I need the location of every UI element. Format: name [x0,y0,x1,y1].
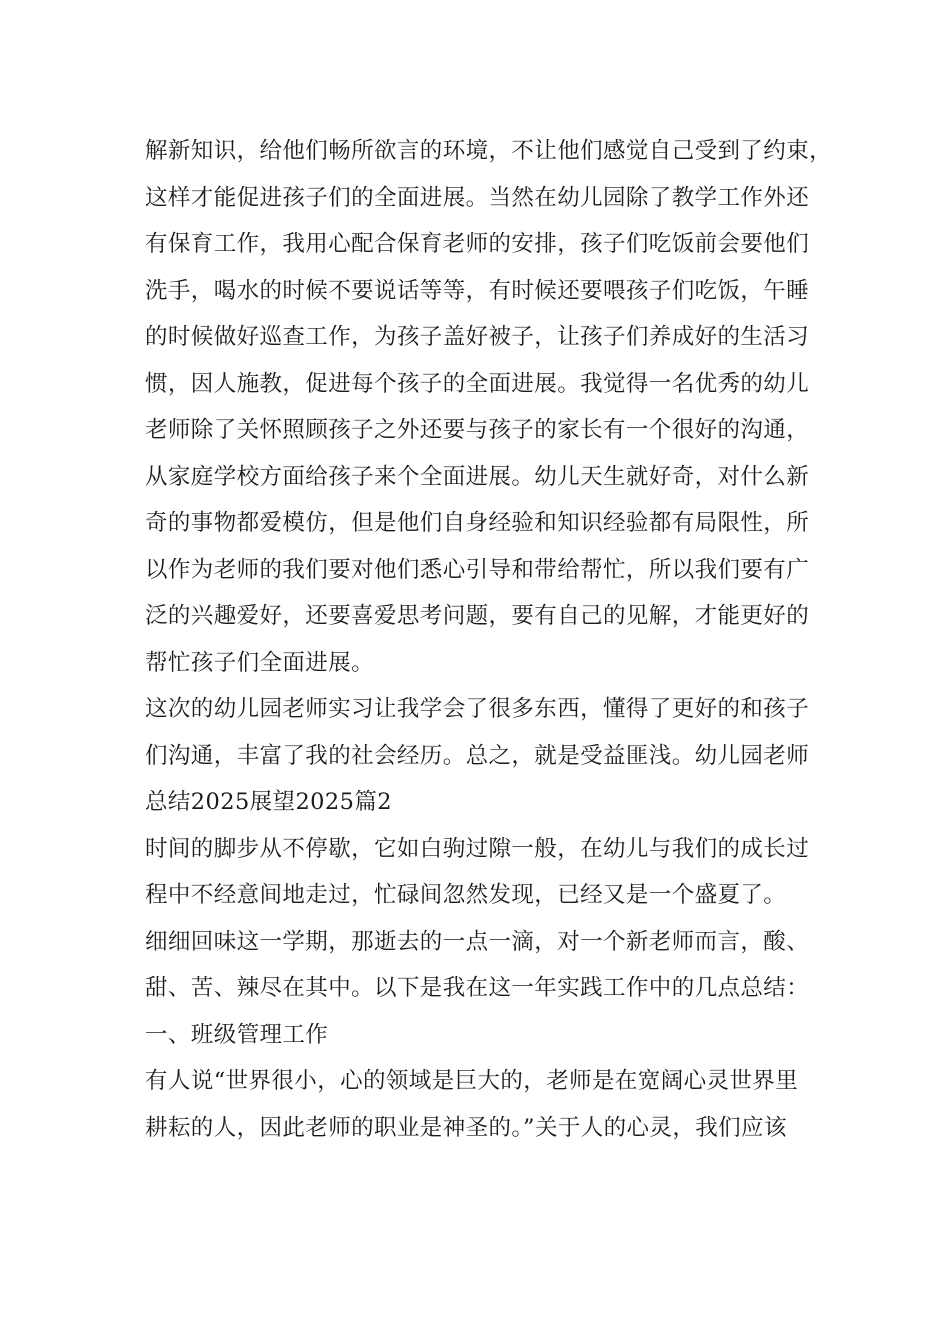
text-line: 有保育工作，我用心配合保育老师的安排，孩子们吃饭前会要他们 [145,231,810,257]
text-line: 惯，因人施教，促进每个孩子的全面进展。我觉得一名优秀的幼儿 [145,370,810,397]
section-heading: 一、班级管理工作 [145,1021,329,1048]
text-line: 以作为老师的我们要对他们悉心引导和带给帮忙，所以我们要有广 [145,556,810,583]
text-line: 老师除了关怀照顾孩子之外还要与孩子的家长有一个很好的沟通， [145,417,810,443]
text-line: 的时候做好巡查工作，为孩子盖好被子，让孩子们养成好的生活习 [145,324,810,350]
text-line: 奇的事物都爱模仿，但是他们自身经验和知识经验都有局限性，所 [145,510,810,536]
text-line: 总结2025展望2025篇2 [145,789,392,815]
text-line: 解新知识，给他们畅所欲言的环境，不让他们感觉自己受到了约束， [145,138,833,164]
text-line: 泛的兴趣爱好，还要喜爱思考问题，要有自己的见解，才能更好的 [145,603,810,629]
text-line: 程中不经意间地走过，忙碌间忽然发现，已经又是一个盛夏了。 [145,882,787,908]
text-line: 细细回味这一学期，那逝去的一点一滴，对一个新老师而言，酸、 [145,928,810,955]
text-line: 这样才能促进孩子们的全面进展。当然在幼儿园除了教学工作外还 [145,184,810,211]
text-line: 帮忙孩子们全面进展。 [145,649,375,676]
document-body [145,128,833,1151]
text-line: 们沟通，丰富了我的社会经历。总之，就是受益匪浅。幼儿园老师 [145,742,810,769]
text-line: 耕耘的人，因此老师的职业是神圣的。”关于人的心灵，我们应该 [145,1114,787,1141]
text-line: 这次的幼儿园老师实习让我学会了很多东西，懂得了更好的和孩子 [145,696,810,722]
text-line: 时间的脚步从不停歇，它如白驹过隙一般，在幼儿与我们的成长过 [145,835,810,862]
text-line: 有人说“世界很小，心的领域是巨大的，老师是在宽阔心灵世界里 [145,1068,799,1094]
text-line: 从家庭学校方面给孩子来个全面进展。幼儿天生就好奇，对什么新 [145,463,810,490]
text-line: 甜、苦、辣尽在其中。以下是我在这一年实践工作中的几点总结： [145,975,810,1001]
text-line: 洗手，喝水的时候不要说话等等，有时候还要喂孩子们吃饭，午睡 [145,277,810,304]
